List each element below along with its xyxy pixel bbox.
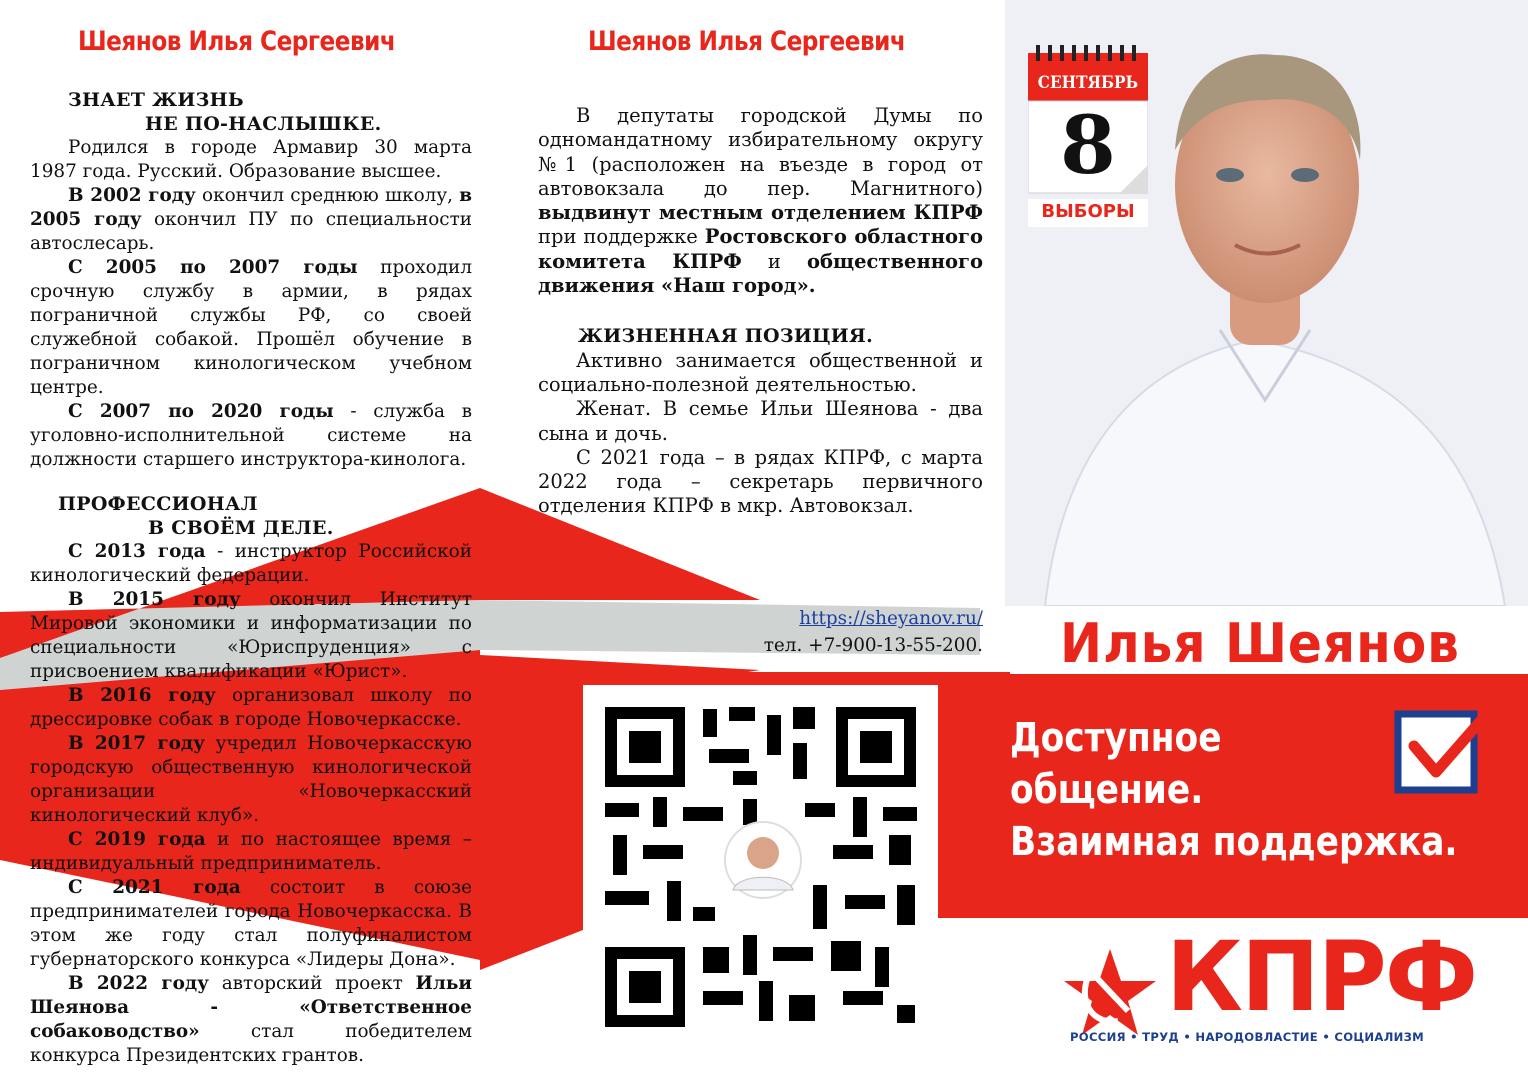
website-link[interactable]: https://sheyanov.ru/ [799, 608, 983, 629]
party-motto: РОССИЯ • ТРУД • НАРОДОВЛАСТИЕ • СОЦИАЛИЗМ [1070, 1030, 1425, 1044]
kprf-logo [1058, 921, 1488, 1055]
slogan-line-3: Взаимная поддержка. [1010, 819, 1458, 865]
section-title-life: ЗНАЕТ ЖИЗНЬ [68, 89, 244, 111]
bio-paragraph-2013: С 2013 года - инструктор Российской кинологический федерации. [30, 541, 472, 586]
slogan-line-2: общение. [1010, 767, 1204, 813]
slogan-line-1: Доступное [1010, 715, 1222, 761]
position-paragraph-family: Женат. В семье Ильи Шеянова - два сына и дочь. [538, 397, 983, 445]
election-calendar [1028, 45, 1148, 227]
party-name: КПРФ [1166, 921, 1477, 1033]
left-header-name: Шеянов Илья Сергеевич [78, 26, 396, 57]
bio-paragraph-service: С 2007 по 2020 годы - служба в уголовно-исполнительной системе на должности старшего инструктора-кинолога. [30, 401, 472, 470]
calendar-month: СЕНТЯБРЬ [1037, 73, 1139, 93]
section-title-position: ЖИЗНЕННАЯ ПОЗИЦИЯ. [578, 325, 873, 348]
hammer-sickle-icon [1058, 947, 1163, 1037]
candidate-name: Илья Шеянов [1060, 612, 1460, 675]
biography-middle-column [538, 104, 983, 519]
nomination-paragraph: В депутаты городской Думы по одномандатному избирательному округу №1 (расположен на въезде в город от автовокзала до пер. Магнитного) выдвинут местным отделением КПРФ при поддержке Ростовского областного комитета КПРФ и общественного движения «Наш город». [538, 104, 983, 298]
bio-paragraph-2019: С 2019 года и по настоящее время – индивидуальный предприниматель. [30, 829, 472, 874]
position-paragraph-party: С 2021 года – в рядах КПРФ, с марта 2022 года – секретарь первичного отделения КПРФ в мкр. Автовокзал. [538, 445, 983, 518]
bio-paragraph-army: С 2005 по 2007 годы проходил срочную службу в армии, в рядах пограничной службы РФ, со своей служебной собакой. Прошёл обучение в пограничном кинологическом учебном центре. [30, 257, 473, 398]
bio-paragraph-2015: В 2015 году окончил Институт Мировой экономики и информатизации по специальности «Юриспруденция» с присвоением квалификации «Юрист». [30, 589, 472, 682]
middle-header-name: Шеянов Илья Сергеевич [588, 26, 906, 57]
bio-paragraph-birth: Родился в городе Армавир 30 марта 1987 года. Русский. Образование высшее. [30, 137, 472, 182]
position-paragraph-activity: Активно занимается общественной и социально-полезной деятельностью. [538, 348, 983, 396]
section-title-life-line2: НЕ ПО-НАСЛЫШКЕ. [145, 113, 382, 135]
calendar-day: 8 [1060, 98, 1116, 192]
bio-paragraph-school: В 2002 году окончил среднюю школу, в 2005 году окончил ПУ по специальности автослесарь. [30, 185, 473, 254]
checkbox-icon [1392, 700, 1502, 800]
bio-paragraph-2016: В 2016 году организовал школу по дрессировке собак в городе Новочеркасске. [30, 685, 472, 730]
qr-code[interactable] [583, 685, 938, 1050]
bio-paragraph-2022: В 2022 году авторский проект Ильи Шеянова - «Ответственное собаководство» стал победителем конкурса Президентских грантов. [30, 973, 472, 1066]
slogan [1010, 712, 1457, 868]
candidate-name-banner [1010, 608, 1528, 674]
calendar-caption: ВЫБОРЫ [1041, 201, 1135, 222]
bio-paragraph-2021: С 2021 года состоит в союзе предпринимателей города Новочеркасска. В этом же году стал полуфиналистом губернаторского конкурса «Лидеры Дона». [30, 877, 472, 970]
bio-paragraph-2017: В 2017 году учредил Новочеркасскую городскую общественную кинологической организации «Новочеркасский кинологический клуб». [30, 733, 472, 826]
section-title-professional-line2: В СВОЁМ ДЕЛЕ. [148, 517, 334, 539]
qr-code-box [583, 685, 938, 1050]
biography-left-column [30, 86, 472, 1068]
section-title-professional: ПРОФЕССИОНАЛ [58, 493, 258, 515]
phone-number: тел. +7-900-13-55-200. [763, 635, 983, 656]
